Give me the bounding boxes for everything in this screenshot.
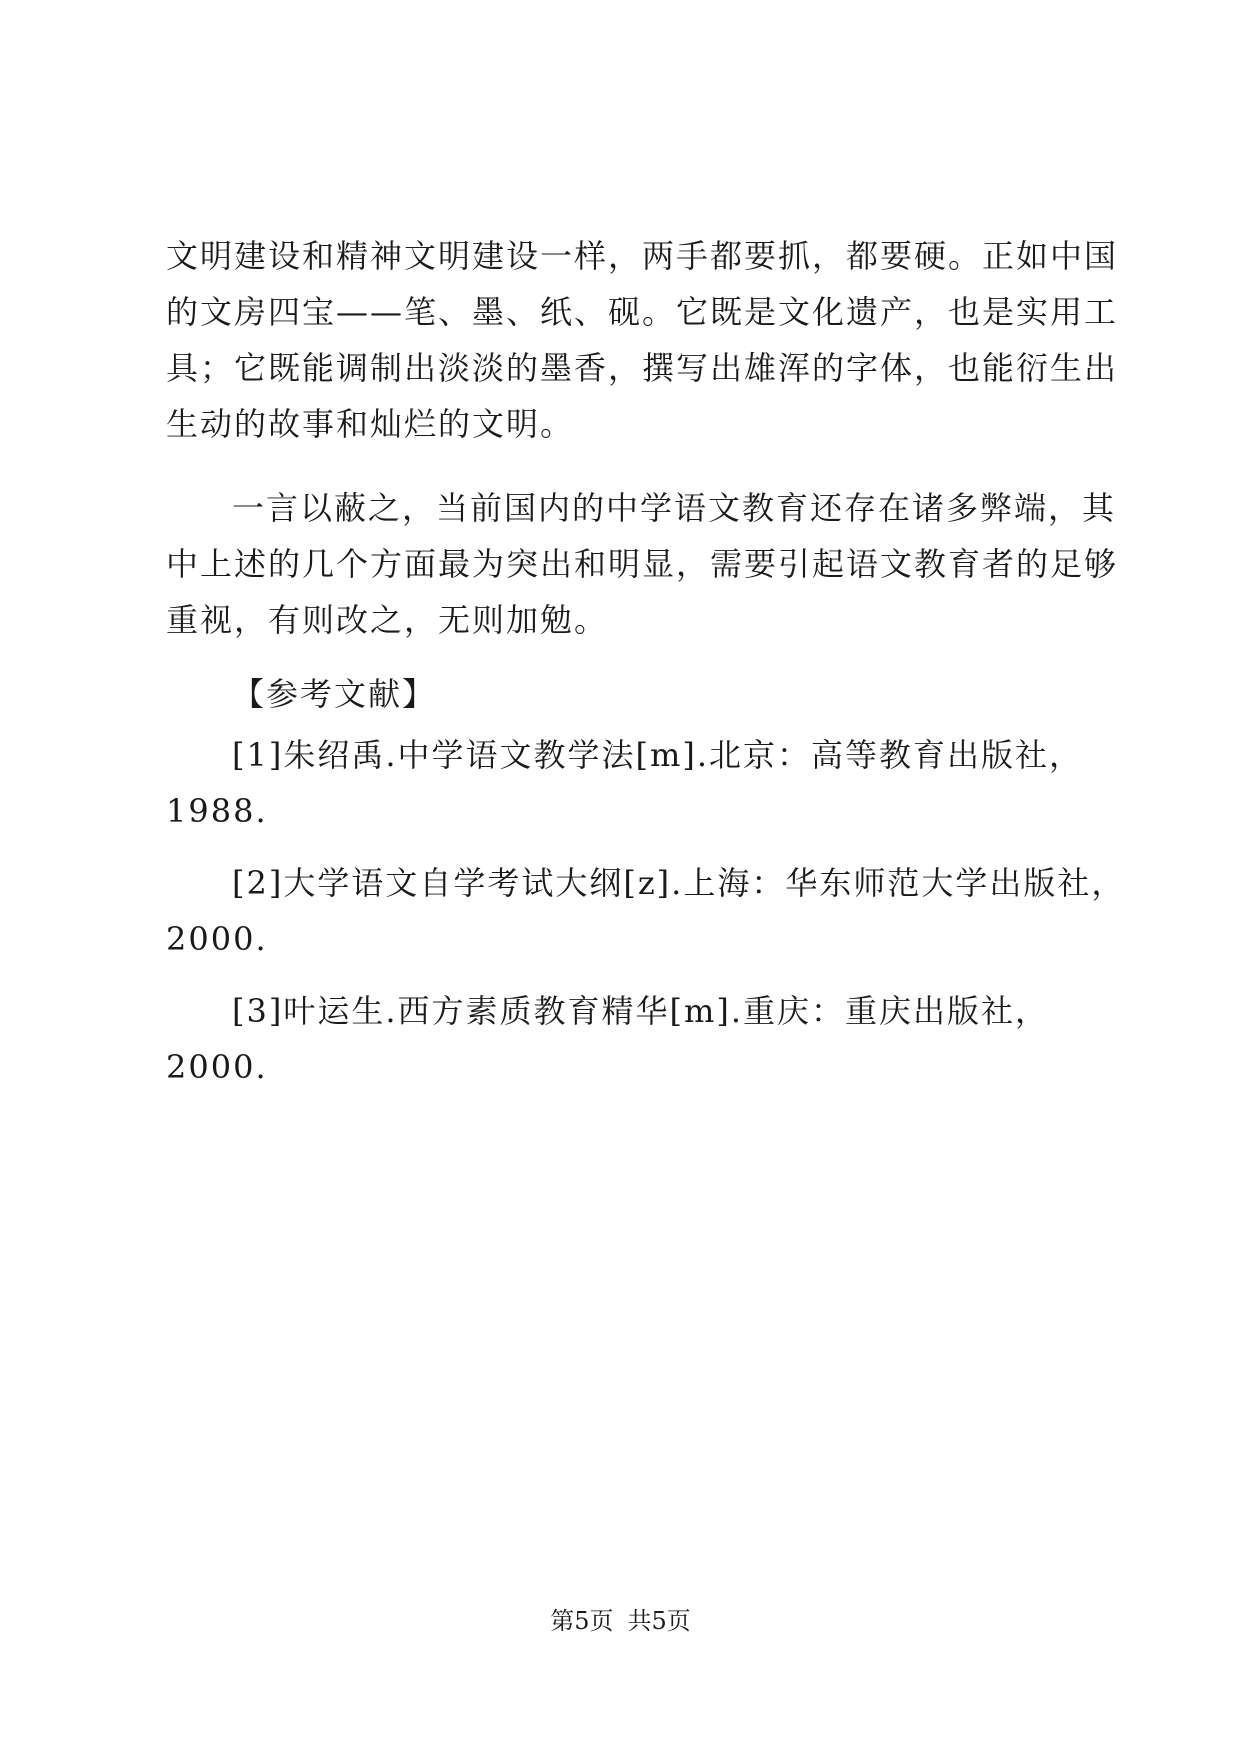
- reference-line: [3]叶运生.西方素质教育精华[m].重庆：重庆出版社，: [232, 992, 1049, 1030]
- paragraph-line: 中上述的几个方面最为突出和明显，需要引起语文教育者的足够: [166, 545, 1119, 583]
- paragraph-line: 一言以蔽之，当前国内的中学语文教育还存在诸多弊端，其: [232, 489, 1117, 527]
- page-number-total: 共5页: [627, 1607, 691, 1635]
- page-footer: [0, 1606, 1241, 1636]
- reference-line: 1988.: [166, 792, 268, 830]
- reference-line: [1]朱绍禹.中学语文教学法[m].北京：高等教育出版社，: [232, 736, 1083, 774]
- reference-item-3: [166, 983, 1080, 1095]
- paragraph-line: 具；它既能调制出淡淡的墨香，撰写出雄浑的字体，也能衍生出: [166, 349, 1119, 387]
- references-heading-text: 【参考文献】: [232, 675, 437, 713]
- paragraph-line: 重视，有则改之，无则加勉。: [166, 601, 609, 639]
- paragraph-line: 文明建设和精神文明建设一样，两手都要抓，都要硬。正如中国: [166, 237, 1119, 275]
- page-number-current: 第5页: [550, 1607, 614, 1635]
- references-heading: [166, 666, 1080, 722]
- reference-line: [2]大学语文自学考试大纲[z].上海：华东师范大学出版社，: [232, 864, 1126, 902]
- paragraph-line: 的文房四宝——笔、墨、纸、砚。它既是文化遗产，也是实用工: [166, 293, 1119, 331]
- paragraph-line: 生动的故事和灿烂的文明。: [166, 405, 575, 443]
- reference-item-1: [166, 727, 1083, 839]
- reference-line: 2000.: [166, 1048, 268, 1086]
- reference-line: 2000.: [166, 920, 268, 958]
- body-paragraph-1: [166, 228, 1119, 452]
- reference-item-2: [166, 855, 1126, 967]
- body-paragraph-2: [166, 480, 1119, 648]
